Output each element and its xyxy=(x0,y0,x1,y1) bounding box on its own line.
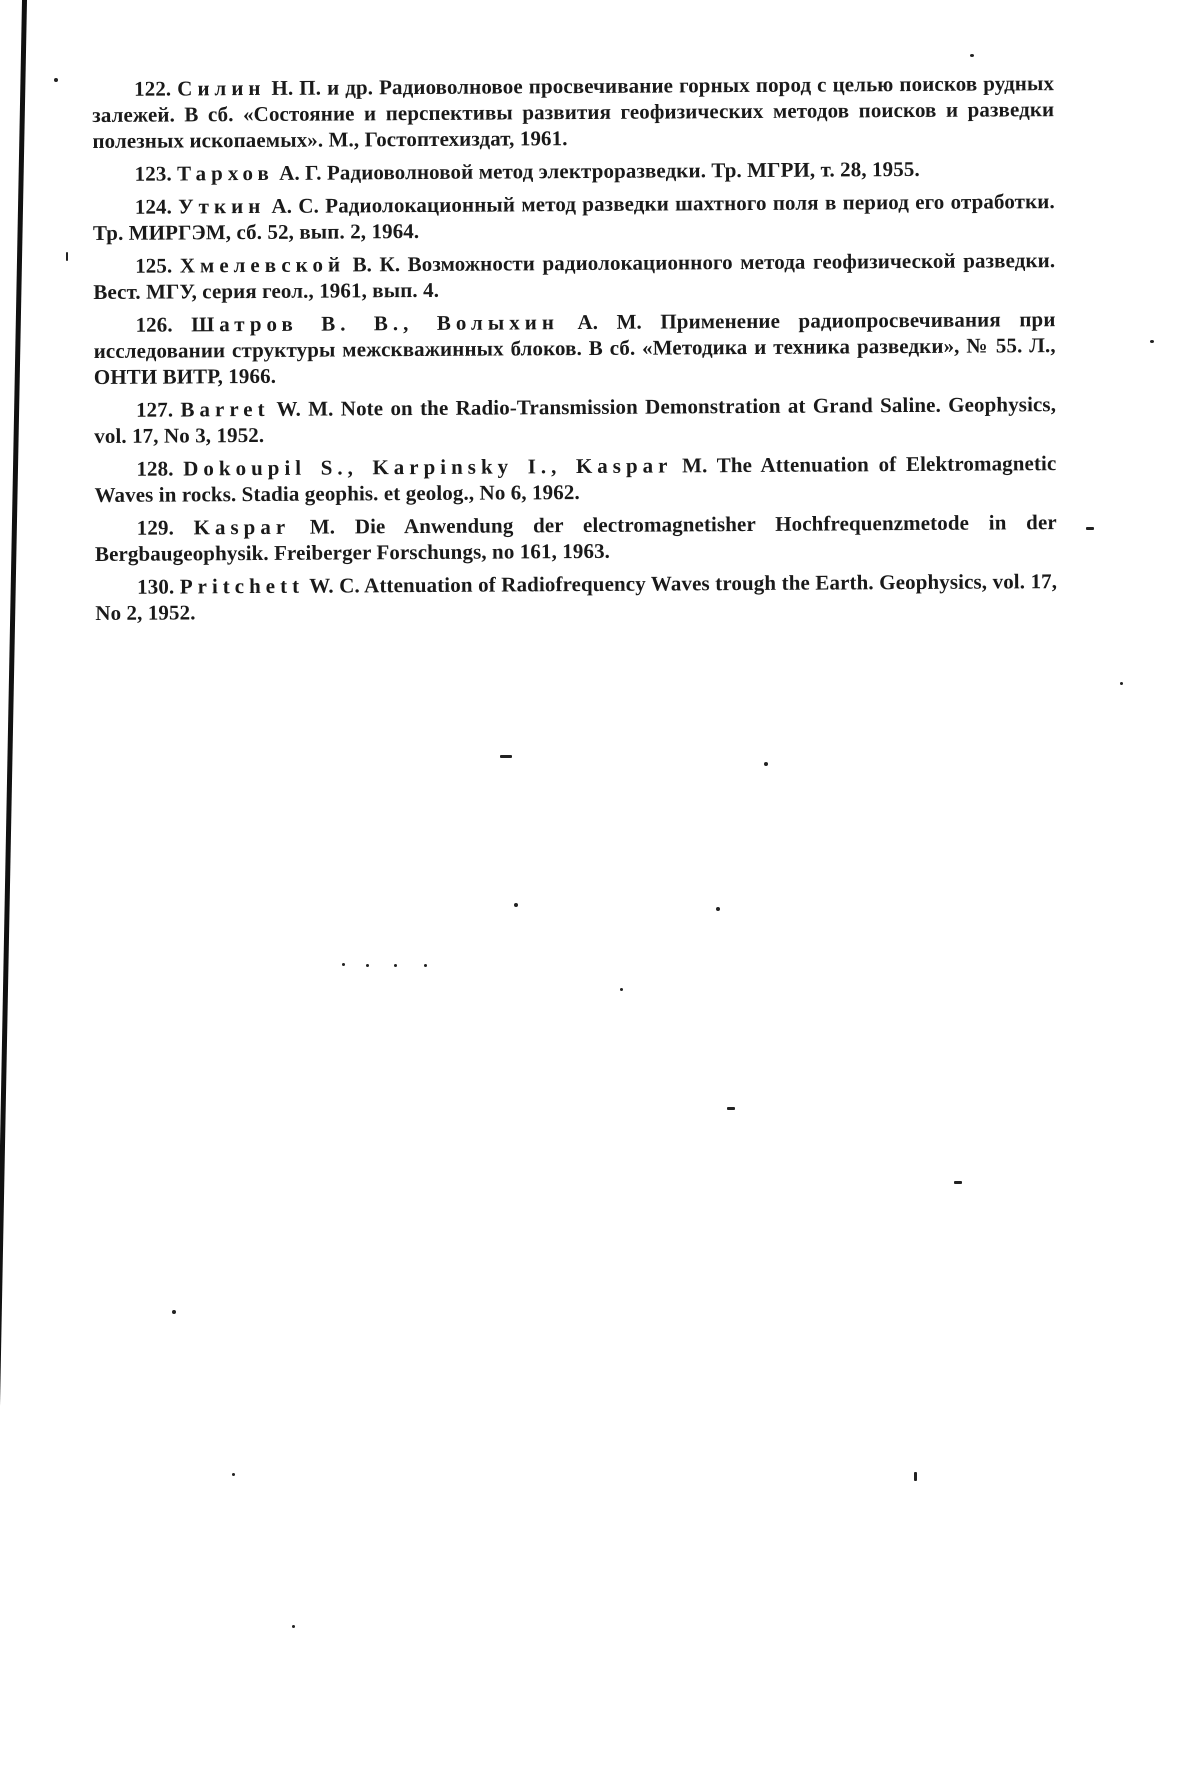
reference-text: W. M. Note on the Radio-Transmission Demonstration at Grand Saline. Geophysics, vol. 17, No 3, 1952. xyxy=(94,392,1057,448)
reference-text: А. М. Применение радиопросвечивания при исследовании структуры межскважинных блоков. В сб. «Методика и техника разведки», № 55. Л., ОНТИ ВИТР, 1966. xyxy=(93,307,1056,389)
scan-speck xyxy=(232,1473,235,1476)
reference-number: 122. xyxy=(134,76,172,101)
reference-text: А. С. Радиолокационный метод разведки шахтного поля в период его отработки. Тр. МИРГЭМ, сб. 52, вып. 2, 1964. xyxy=(92,189,1055,245)
scan-speck xyxy=(1086,527,1094,530)
reference-author: Kaspar xyxy=(193,514,291,540)
reference-number: 127. xyxy=(135,397,174,422)
scan-speck xyxy=(394,964,397,967)
scan-speck xyxy=(500,755,512,758)
reference-text: В. К. Возможности радиолокационного метода геофизической разведки. Вест. МГУ, серия геол., 1961, вып. 4. xyxy=(93,248,1056,304)
reference-text: А. Г. Радиоволновой метод электроразведки. Тр. МГРИ, т. 28, 1955. xyxy=(273,156,920,185)
scan-speck xyxy=(424,964,427,967)
scan-speck xyxy=(716,907,720,911)
binding-edge-shadow xyxy=(0,0,27,1771)
reference-entry xyxy=(95,568,1057,626)
reference-number: 129. xyxy=(136,515,174,540)
reference-text: Н. П. и др. Радиоволновое просвечивание горных пород с целью поисков рудных залежей. В сб. «Состояние и перспективы развития геофизических методов поисков и разведки полезных ископаемых». М., Гостоптехиздат, 1961. xyxy=(92,71,1055,153)
scan-speck xyxy=(172,1310,176,1314)
reference-entry xyxy=(93,306,1055,390)
reference-author: Barret xyxy=(180,396,270,422)
reference-number: 128. xyxy=(136,456,174,481)
bibliography-list xyxy=(92,70,1057,633)
scan-speck xyxy=(620,988,623,991)
scan-speck xyxy=(727,1107,735,1110)
reference-number: 125. xyxy=(135,253,173,278)
reference-author: Уткин xyxy=(178,193,266,219)
reference-number: 124. xyxy=(134,194,173,219)
reference-number: 130. xyxy=(137,574,175,599)
reference-entry xyxy=(94,450,1056,508)
scan-speck xyxy=(1150,340,1154,343)
reference-entry xyxy=(93,155,1055,187)
reference-entry xyxy=(95,509,1057,567)
reference-author: Тархов xyxy=(177,160,274,186)
reference-author: Силин xyxy=(177,75,266,101)
reference-text: M. Die Anwendung der electromagnetisher Hochfrequenzmetode in der Bergbaugeophysik. Freiberger Forschungs, no 161, 1963. xyxy=(94,510,1057,566)
scan-speck xyxy=(914,1472,917,1481)
scan-speck xyxy=(514,903,518,907)
reference-author: Хмелевской xyxy=(179,252,346,278)
reference-entry xyxy=(94,391,1056,449)
reference-author: Dokoupil S., Karpinsky I., Kaspar xyxy=(183,453,673,481)
reference-author: Шатров В. В., Волыхин xyxy=(191,310,559,337)
scan-speck xyxy=(366,964,369,967)
reference-entry xyxy=(93,188,1055,246)
scan-speck xyxy=(954,1181,962,1184)
scan-speck xyxy=(970,54,974,57)
scan-speck xyxy=(342,963,345,966)
reference-entry xyxy=(92,70,1054,154)
reference-number: 126. xyxy=(135,312,173,337)
scan-speck xyxy=(1120,682,1123,685)
reference-author: Pritchett xyxy=(179,573,305,599)
scan-speck xyxy=(66,252,68,261)
reference-entry xyxy=(93,247,1055,305)
reference-text: M. The Attenuation of Elektromagnetic Waves in rocks. Stadia geophis. et geolog., No 6, 1962. xyxy=(94,451,1057,507)
reference-number: 123. xyxy=(134,161,172,186)
scan-speck xyxy=(764,762,768,766)
reference-text: W. C. Attenuation of Radiofrequency Waves trough the Earth. Geophysics, vol. 17, No 2, 1952. xyxy=(95,569,1058,625)
scan-speck xyxy=(292,1625,295,1628)
scan-speck xyxy=(54,78,58,82)
